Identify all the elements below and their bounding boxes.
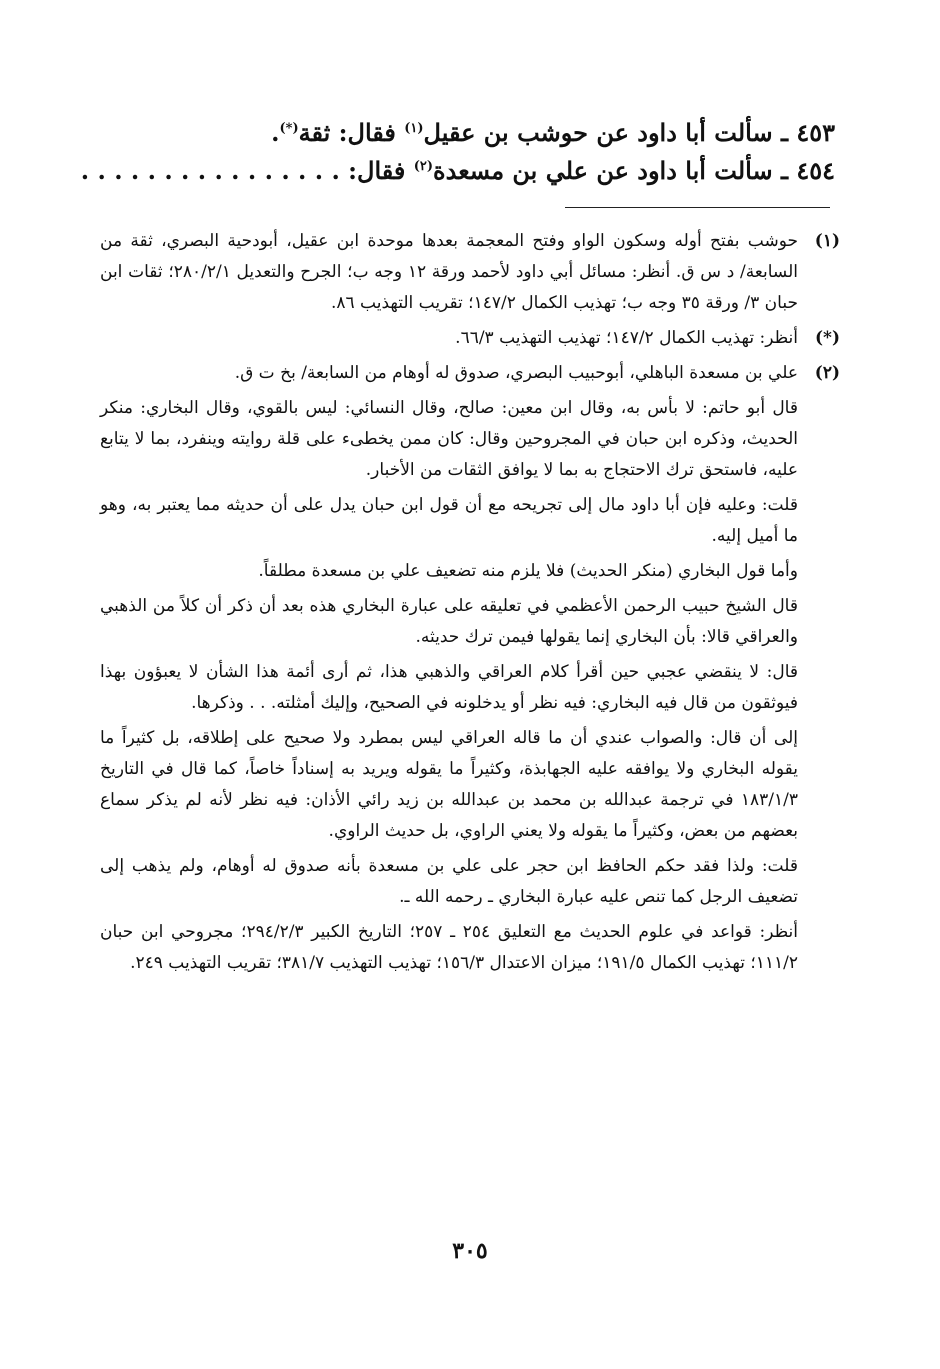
entry-453-end: .: [271, 118, 280, 147]
footnote-ref-star: (*): [279, 121, 299, 136]
paragraph-text: قلت: ولذا فقد حكم الحافظ ابن حجر على علي بن مسعدة بأنه صدوق له أوهام، ولم يذهب إلى تضعيف الرجل كما تنص عليه عبارة البخاري ـ رحمه الله ـ.: [100, 856, 798, 907]
paragraph-text: أنظر: قواعد في علوم الحديث مع التعليق ٢٥٤ ـ ٢٥٧؛ التاريخ الكبير ٢٩٤/٢/٣؛ مجروحي ابن حبان ١١١/٢؛ تهذيب الكمال ١٩١/٥؛ ميزان الاعتدال ١٥٦/٣؛ تهذيب التهذيب ٣٨١/٧؛ تقريب التهذيب ٢٤٩.: [100, 922, 798, 973]
entry-453: [115, 112, 835, 150]
footnote-1-text: حوشب بفتح أوله وسكون الواو وفتح المعجمة بعدها موحدة ابن عقيل، أبودحية البصري، ثقة من السابعة/ د س ق. أنظر: مسائل أبي داود لأحمد ورقة ١٢ وجه ب؛ الجرح والتعديل ٢٨٠/٢/١؛ ثقات ابن حبان ٣/ ورقة ٣٥ وجه ب؛ تهذيب الكمال ١٤٧/٢؛ تقريب التهذيب ٨٦.: [100, 231, 798, 313]
entry-454: [80, 150, 835, 188]
footnotes: [100, 226, 840, 983]
entry-453-text: ٤٥٣ ـ سألت أبا داود عن حوشب بن عقيل: [423, 118, 835, 147]
footnote-2-paragraph: [100, 556, 798, 587]
footnote-2-text: علي بن مسعدة الباهلي، أبوحبيب البصري، صدوق له أوهام من السابعة/ بخ ت ق.: [234, 363, 798, 383]
footnote-2-paragraph: [100, 591, 798, 653]
paragraph-text: وأما قول البخاري (منكر الحديث) فلا يلزم منه تضعيف علي بن مسعدة مطلقاً.: [258, 561, 798, 581]
footnote-star-text: أنظر: تهذيب الكمال ١٤٧/٢؛ تهذيب التهذيب ٦٦/٣.: [455, 328, 798, 348]
paragraph-text: قال أبو حاتم: لا بأس به، وقال ابن معين: صالح، وقال النسائي: ليس بالقوي، وقال البخاري: منكر الحديث، وذكره ابن حبان في المجروحين وقال: كان ممن يخطىء على قلة روايته وينفرد، بما لا يتابع عليه، فاستحق ترك الاحتجاج به بما لا يوافق الثقات من الأخبار.: [100, 398, 798, 480]
footnote-2-mark: (٢): [814, 363, 840, 383]
footnote-star: [100, 323, 840, 354]
footnote-2: [100, 358, 840, 389]
footnote-2-paragraph: [100, 851, 798, 913]
paragraph-text: إلى أن قال: والصواب عندي أن ما قاله العراقي ليس بمطرد ولا صحيح على إطلاقه، بل كثيراً ما يقوله البخاري ولا يوافقه عليه الجهابذة، وكثيراً ما يقوله ويريد به إسناداً خاصاً، كما قال في التاريخ ١٨٣/١/٣ في ترجمة عبدالله بن محمد بن عبدالله بن زيد رائي الأذان: فيه نظر لأنه لم يذكر سماع بعضهم من بعض، وكثيراً ما يقوله ولا يعني الراوي، بل حديث الراوي.: [100, 728, 798, 841]
paragraph-text: قال: لا ينقضي عجبي حين أقرأ كلام العراقي والذهبي هذا، ثم أرى أئمة هذا الشأن لا يعبؤون بهذا فيوثقون من قال فيه البخاري: فيه نظر أو يدخلونه في الصحيح، وإليك أمثلته. . . وذكرها.: [100, 662, 798, 713]
footnote-2-paragraph: [100, 657, 798, 719]
entry-454-text: ٤٥٤ ـ سألت أبا داود عن علي بن مسعدة: [433, 156, 835, 185]
footnote-2-paragraph: [100, 917, 798, 979]
footnote-separator: [565, 207, 830, 208]
footnote-star-mark: (*): [815, 328, 840, 348]
entry-453-tail: فقال: ثقة: [298, 118, 405, 147]
footnote-1: [100, 226, 840, 319]
footnote-ref-2: (٢): [413, 159, 434, 174]
paragraph-text: قال الشيخ حبيب الرحمن الأعظمي في تعليقه على عبارة البخاري هذه بعد أن ذكر أن كلاً من الذهبي والعراقي قالا: بأن البخاري إنما يقولها فيمن ترك حديثه.: [100, 596, 798, 647]
footnote-2-paragraph: [100, 393, 798, 486]
footnote-2-paragraph: [100, 723, 798, 847]
footnote-ref-1: (١): [404, 121, 424, 136]
paragraph-text: قلت: وعليه فإن أبا داود مال إلى تجريحه مع أن قول ابن حبان يدل على أن حديثه مما يعتبر به، وهو ما أميل إليه.: [100, 495, 798, 546]
footnote-2-paragraph: [100, 490, 798, 552]
entry-454-tail: فقال: . . . . . . . . . . . . . . . .: [80, 156, 414, 185]
page-number: ٣٠٥: [452, 1238, 488, 1264]
footnote-1-mark: (١): [814, 231, 840, 251]
